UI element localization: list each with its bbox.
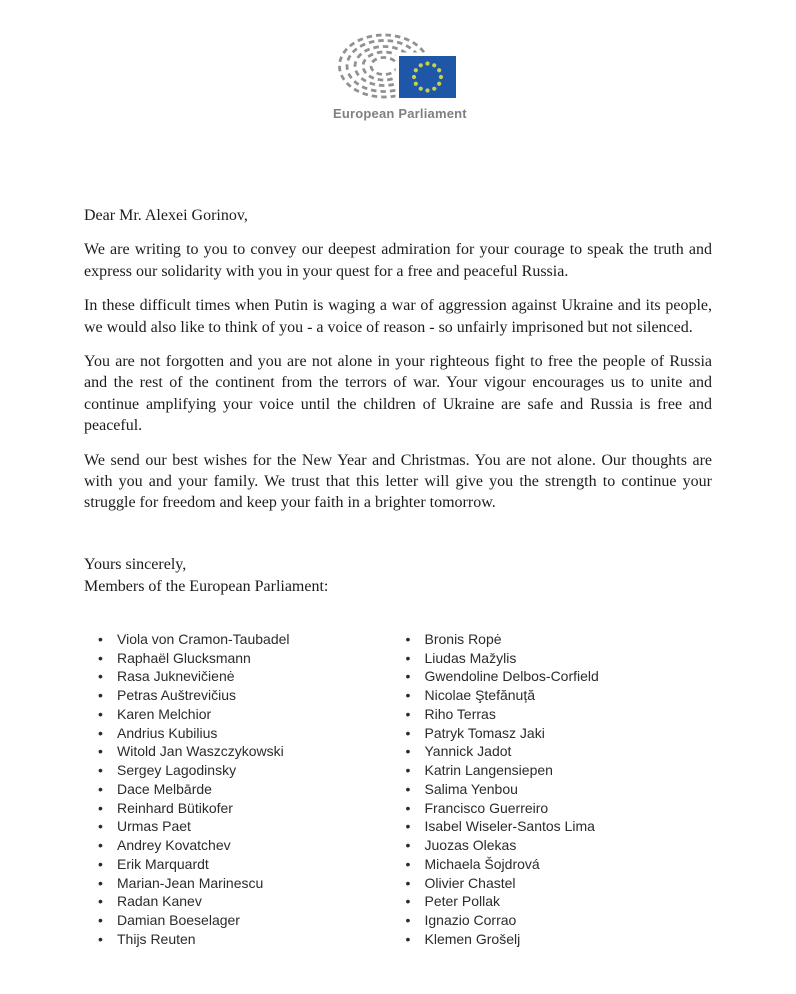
signatory-name: • Reinhard Bütikofer — [97, 799, 405, 818]
paragraph-2: In these difficult times when Putin is waging a war of aggression against Ukraine and its people, we would also like to think of you - a voice of reason - so unfairly imprisoned but not silenced. — [84, 297, 712, 336]
signatory-name: • Marian-Jean Marinescu — [97, 874, 405, 893]
hemicycle-icon — [337, 30, 459, 100]
logo-caption: European Parliament — [333, 106, 467, 121]
salutation: Dear Mr. Alexei Gorinov, — [84, 207, 248, 224]
signatory-name: • Viola von Cramon-Taubadel — [97, 630, 405, 649]
paragraph-4: We send our best wishes for the New Year and Christmas. You are not alone. Our thoughts are with you and your family. We trust that this letter will give you the strength to continue your struggle for freedom and keep your faith in a brighter tomorrow. — [84, 451, 712, 512]
signatories-list-right — [405, 630, 713, 949]
signatory-name: • Radan Kanev — [97, 892, 405, 911]
closing-block — [84, 554, 712, 599]
signatory-name: • Klemen Grošelj — [405, 930, 713, 949]
signatory-name: • Bronis Ropė — [405, 630, 713, 649]
signatory-name: • Sergey Lagodinsky — [97, 761, 405, 780]
paragraph-3: You are not forgotten and you are not alone in your righteous fight to free the people of Russia and the rest of the continent from the terrors of war. Your vigour encourages us to unite and continue amplifying your voice until the children of Ukraine are safe and Russia is free and peaceful. — [84, 353, 712, 435]
signatory-name: • Nicolae Ştefănuță — [405, 686, 713, 705]
signatory-name: • Yannick Jadot — [405, 742, 713, 761]
letter-body — [84, 205, 712, 949]
signatory-name: • Francisco Guerreiro — [405, 799, 713, 818]
signatory-name: • Raphaël Glucksmann — [97, 649, 405, 668]
signatory-name: • Andrius Kubilius — [97, 724, 405, 743]
paragraph-1: We are writing to you to convey our deepest admiration for your courage to speak the truth and express our solidarity with you in your quest for a free and peaceful Russia. — [84, 241, 712, 280]
signatory-name: • Witold Jan Waszczykowski — [97, 742, 405, 761]
signatory-name: • Katrin Langensiepen — [405, 761, 713, 780]
signatory-name: • Riho Terras — [405, 705, 713, 724]
signatory-name: • Liudas Mažylis — [405, 649, 713, 668]
signatory-name: • Petras Auštrevičius — [97, 686, 405, 705]
signatory-name: • Peter Pollak — [405, 892, 713, 911]
signatory-name: • Olivier Chastel — [405, 874, 713, 893]
signatory-name: • Andrey Kovatchev — [97, 836, 405, 855]
signatory-name: • Patryk Tomasz Jaki — [405, 724, 713, 743]
signatory-name: • Isabel Wiseler-Santos Lima — [405, 817, 713, 836]
signatory-name: • Dace Melbārde — [97, 780, 405, 799]
signatory-name: • Ignazio Corrao — [405, 911, 713, 930]
signatory-name: • Michaela Šojdrová — [405, 855, 713, 874]
signatory-name: • Thijs Reuten — [97, 930, 405, 949]
closing-yours-sincerely: Yours sincerely, — [84, 555, 187, 573]
signatory-name: • Erik Marquardt — [97, 855, 405, 874]
signatory-name: • Damian Boeselager — [97, 911, 405, 930]
signatories-list-left — [97, 630, 405, 949]
signatory-name: • Salima Yenbou — [405, 780, 713, 799]
signatory-name: • Karen Melchior — [97, 705, 405, 724]
closing-members-line: Members of the European Parliament: — [84, 578, 329, 596]
ep-logo — [333, 0, 467, 121]
signatories — [84, 630, 712, 949]
signatory-name: • Urmas Paet — [97, 817, 405, 836]
signatory-name: • Rasa Juknevičienė — [97, 667, 405, 686]
signatory-name: • Gwendoline Delbos-Corfield — [405, 667, 713, 686]
signatory-name: • Juozas Olekas — [405, 836, 713, 855]
